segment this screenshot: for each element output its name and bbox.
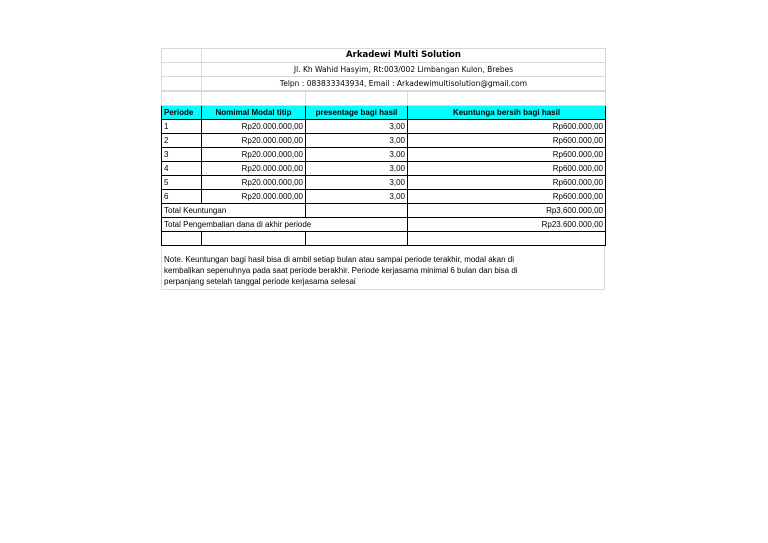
cell-modal[interactable]: Rp20.000.000,00 xyxy=(202,190,306,204)
cell-periode[interactable]: 2 xyxy=(162,134,202,148)
cell-keuntungan[interactable]: Rp600.000,00 xyxy=(408,120,606,134)
column-header-modal[interactable]: Nomimal Modal titip xyxy=(202,106,306,120)
cell-periode[interactable]: 6 xyxy=(162,190,202,204)
cell-keuntungan[interactable]: Rp600.000,00 xyxy=(408,162,606,176)
total-pengembalian-value[interactable]: Rp23.600.000,00 xyxy=(408,218,606,232)
cell-modal[interactable]: Rp20.000.000,00 xyxy=(202,162,306,176)
cell-persen[interactable]: 3,00 xyxy=(306,176,408,190)
cell-periode[interactable]: 4 xyxy=(162,162,202,176)
cell-modal[interactable]: Rp20.000.000,00 xyxy=(202,134,306,148)
cell-periode[interactable]: 1 xyxy=(162,120,202,134)
cell-empty[interactable] xyxy=(306,204,408,218)
cell-persen[interactable]: 3,00 xyxy=(306,120,408,134)
cell-empty[interactable] xyxy=(306,92,408,106)
cell-empty[interactable] xyxy=(202,92,306,106)
total-pengembalian-label[interactable]: Total Pengembalian dana di akhir periode xyxy=(162,218,408,232)
cell-empty[interactable] xyxy=(162,63,202,77)
cell-modal[interactable]: Rp20.000.000,00 xyxy=(202,148,306,162)
cell-empty[interactable] xyxy=(162,92,202,106)
column-header-keuntungan[interactable]: Keuntunga bersih bagi hasil xyxy=(408,106,606,120)
cell-empty[interactable] xyxy=(408,232,606,246)
cell-empty[interactable] xyxy=(408,92,606,106)
column-header-persentase[interactable]: presentage bagi hasil xyxy=(306,106,408,120)
table-row xyxy=(162,176,606,190)
table-row xyxy=(162,162,606,176)
cell-periode[interactable]: 5 xyxy=(162,176,202,190)
note-line: perpanjang setelah tanggal periode kerjasama selesai xyxy=(164,277,356,286)
table-row xyxy=(162,190,606,204)
company-name[interactable]: Arkadewi Multi Solution xyxy=(202,49,606,63)
letterhead-table xyxy=(161,48,606,91)
cell-keuntungan[interactable]: Rp600.000,00 xyxy=(408,176,606,190)
table-row xyxy=(162,120,606,134)
note-line: Note. Keuntungan bagi hasil bisa di ambil setiap bulan atau sampai periode terakhir, modal akan di xyxy=(164,255,514,264)
table-header-row xyxy=(162,106,606,120)
cell-keuntungan[interactable]: Rp600.000,00 xyxy=(408,190,606,204)
cell-keuntungan[interactable]: Rp600.000,00 xyxy=(408,148,606,162)
note-block[interactable] xyxy=(161,246,605,290)
total-keuntungan-row xyxy=(162,204,606,218)
cell-persen[interactable]: 3,00 xyxy=(306,148,408,162)
cell-empty[interactable] xyxy=(162,232,202,246)
cell-periode[interactable]: 3 xyxy=(162,148,202,162)
total-pengembalian-row xyxy=(162,218,606,232)
profit-sharing-table xyxy=(161,91,606,246)
column-header-periode[interactable]: Periode xyxy=(162,106,202,120)
table-row xyxy=(162,148,606,162)
cell-empty[interactable] xyxy=(162,49,202,63)
cell-persen[interactable]: 3,00 xyxy=(306,162,408,176)
cell-empty[interactable] xyxy=(162,77,202,91)
total-keuntungan-label[interactable]: Total Keuntungan xyxy=(162,204,306,218)
total-keuntungan-value[interactable]: Rp3.600.000,00 xyxy=(408,204,606,218)
note-line: kembalikan sepenuhnya pada saat periode berakhir. Periode kerjasama minimal 6 bulan dan bisa di xyxy=(164,266,518,275)
cell-empty[interactable] xyxy=(202,232,306,246)
cell-empty[interactable] xyxy=(306,232,408,246)
empty-row xyxy=(162,232,606,246)
table-row xyxy=(162,134,606,148)
company-contact[interactable]: Telpn : 083833343934, Email : Arkadewimultisolution@gmail.com xyxy=(202,77,606,91)
cell-keuntungan[interactable]: Rp600.000,00 xyxy=(408,134,606,148)
cell-modal[interactable]: Rp20.000.000,00 xyxy=(202,120,306,134)
company-address[interactable]: Jl. Kh Wahid Hasyim, Rt:003/002 Limbangan Kulon, Brebes xyxy=(202,63,606,77)
cell-modal[interactable]: Rp20.000.000,00 xyxy=(202,176,306,190)
spreadsheet-document xyxy=(161,48,605,290)
cell-persen[interactable]: 3,00 xyxy=(306,134,408,148)
cell-persen[interactable]: 3,00 xyxy=(306,190,408,204)
